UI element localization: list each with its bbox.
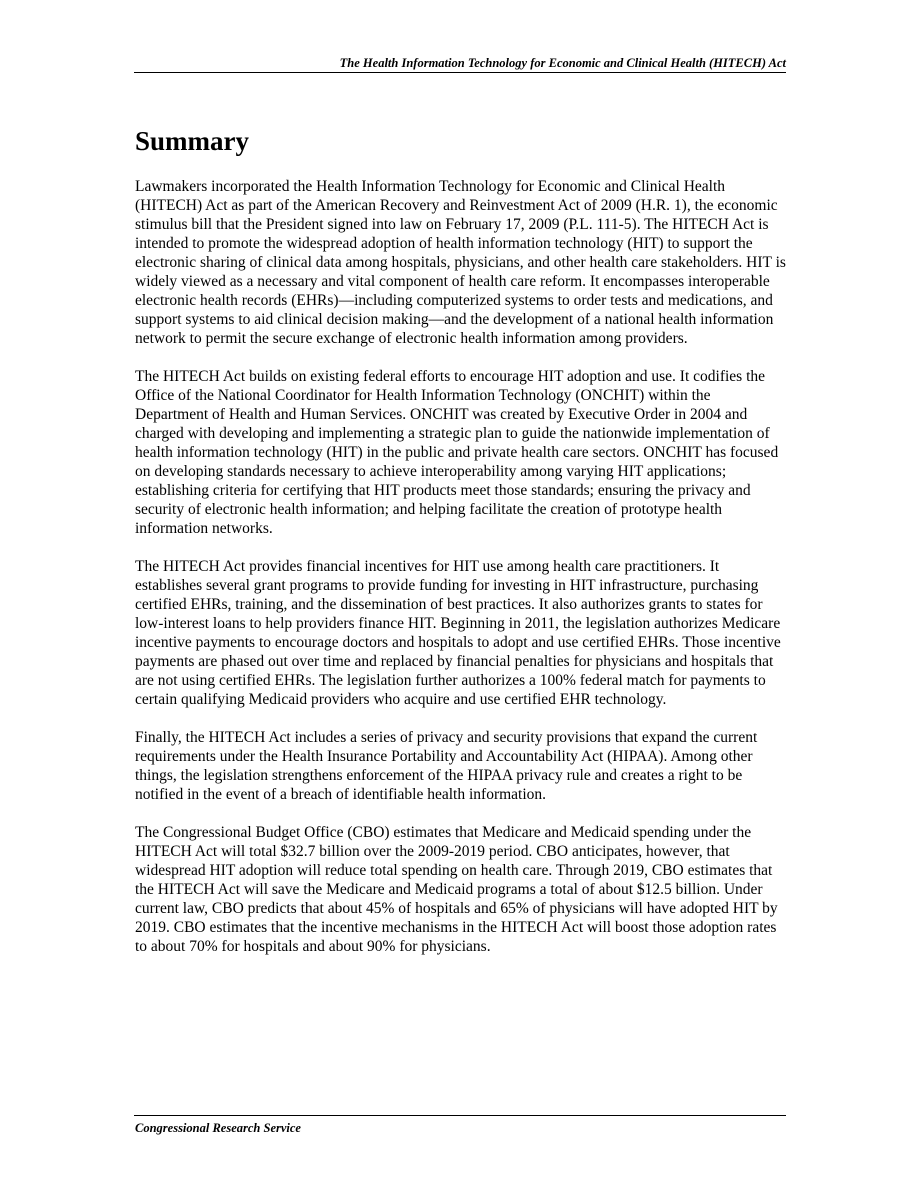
paragraph-cbo: The Congressional Budget Office (CBO) estimates that Medicare and Medicaid spending under the HITECH Act will total $32.7 billion over the 2009-2019 period. CBO anticipates, however, that widespread HIT adoption will reduce total spending on health care. Through 2019, CBO estimates that the HITECH Act will save the Medicare and Medicaid programs a total of about $12.5 billion. Under current law, CBO predicts that about 45% of hospitals and 65% of physicians will have adopted HIT by 2019. CBO estimates that the incentive mechanisms in the HITECH Act will boost those adoption rates to about 70% for hospitals and about 90% for physicians. — [135, 824, 778, 955]
footer-rule — [134, 1115, 786, 1116]
footer-publisher: Congressional Research Service — [135, 1121, 301, 1135]
section-title: Summary — [135, 126, 249, 156]
paragraph-intro: Lawmakers incorporated the Health Information Technology for Economic and Clinical Health (HITECH) Act as part of the American Recovery and Reinvestment Act of 2009 (H.R. 1), the economic stimulus bill that the President signed into law on February 17, 2009 (P.L. 111-5). The HITECH Act is intended to promote the widespread adoption of health information technology (HIT) to support the electronic sharing of clinical data among hospitals, physicians, and other health care stakeholders. HIT is widely viewed as a necessary and vital component of health care reform. It encompasses interoperable electronic health records (EHRs)—including computerized systems to order tests and medications, and support systems to aid clinical decision making—and the development of a national health information network to permit the secure exchange of electronic health information among providers. — [135, 178, 786, 347]
paragraph-onchit: The HITECH Act builds on existing federal efforts to encourage HIT adoption and use. It codifies the Office of the National Coordinator for Health Information Technology (ONCHIT) within the Department of Health and Human Services. ONCHIT was created by Executive Order in 2004 and charged with developing and implementing a strategic plan to guide the nationwide implementation of health information technology (HIT) in the public and private health care sectors. ONCHIT has focused on developing standards necessary to achieve interoperability among varying HIT applications; establishing criteria for certifying that HIT products meet those standards; ensuring the privacy and security of electronic health information; and helping facilitate the creation of prototype health information networks. — [135, 368, 779, 537]
paragraph-incentives: The HITECH Act provides financial incentives for HIT use among health care practitioners. It establishes several grant programs to provide funding for investing in HIT infrastructure, purchasing certified EHRs, training, and the dissemination of best practices. It also authorizes grants to states for low-interest loans to help providers finance HIT. Beginning in 2011, the legislation authorizes Medicare incentive payments to encourage doctors and hospitals to adopt and use certified EHRs. Those incentive payments are phased out over time and replaced by financial penalties for physicians and hospitals that are not using certified EHRs. The legislation further authorizes a 100% federal match for payments to certain qualifying Medicaid providers who acquire and use certified EHR technology. — [135, 558, 781, 708]
header-rule — [134, 72, 786, 73]
summary-body — [135, 177, 787, 975]
running-header: The Health Information Technology for Economic and Clinical Health (HITECH) Act — [339, 56, 786, 70]
paragraph-privacy: Finally, the HITECH Act includes a series of privacy and security provisions that expand the current requirements under the Health Insurance Portability and Accountability Act (HIPAA). Among other things, the legislation strengthens enforcement of the HIPAA privacy rule and creates a right to be notified in the event of a breach of identifiable health information. — [135, 729, 758, 803]
